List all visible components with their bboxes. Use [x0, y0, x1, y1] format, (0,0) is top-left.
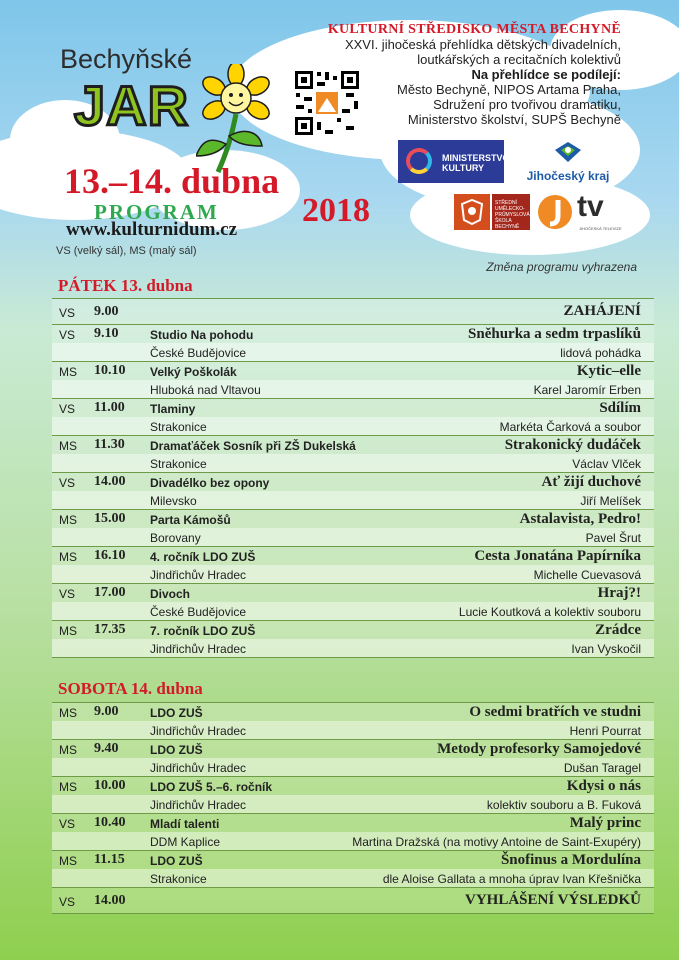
schedule-row — [52, 362, 654, 399]
performance-title: Strakonický dudáček — [504, 437, 641, 453]
ensemble-name: 4. ročník LDO ZUŠ — [150, 550, 256, 564]
ministry-circle-icon — [406, 148, 432, 174]
schedule-row — [52, 740, 654, 777]
flower-icon — [196, 64, 276, 174]
performance-title: Malý princ — [569, 815, 641, 831]
ensemble-city: Strakonice — [150, 457, 207, 471]
ensemble-city: Jindřichův Hradec — [150, 798, 247, 812]
hall-code: MS — [59, 780, 77, 794]
performance-author: Markéta Čarková a soubor — [499, 420, 641, 434]
performance-title: Metody profesorky Samojedové — [437, 741, 641, 757]
hall-code: VS — [59, 587, 76, 601]
schedule-row — [52, 814, 654, 851]
organizer-line: loutkářských a recitačních kolektivů — [417, 52, 621, 67]
ensemble-name: LDO ZUŠ — [150, 743, 203, 757]
ensemble-city: České Budějovice — [150, 346, 247, 360]
performance-time: 17.35 — [94, 622, 126, 637]
partners-heading: Na přehlídce se podílejí: — [471, 67, 621, 82]
performance-title: Sdílím — [599, 400, 641, 416]
performance-time: 9.00 — [94, 304, 119, 319]
ensemble-name: LDO ZUŠ — [150, 854, 203, 868]
ensemble-name: Divadélko bez opony — [150, 476, 270, 490]
saturday-heading-day: SOBOTA — [58, 679, 127, 698]
performance-time: 11.15 — [94, 852, 125, 867]
performance-time: 14.00 — [94, 893, 126, 908]
ensemble-name: Studio Na pohodu — [150, 328, 254, 342]
performance-time: 9.10 — [94, 326, 119, 341]
saturday-schedule — [52, 702, 654, 914]
performance-author: dle Aloise Gallata a mnoha úprav Ivan Křešnička — [382, 872, 641, 886]
performance-author: Lucie Koutková a kolektiv souboru — [458, 605, 641, 619]
ensemble-city: DDM Kaplice — [150, 835, 221, 849]
organizer-title: KULTURNÍ STŘEDISKO MĚSTA BECHYNĚ — [327, 22, 621, 37]
schedule-row — [52, 777, 654, 814]
friday-schedule — [52, 298, 654, 658]
performance-title: Kdysi o nás — [566, 778, 641, 794]
hall-code: MS — [59, 550, 77, 564]
hall-code: VS — [59, 895, 76, 909]
ensemble-name: LDO ZUŠ 5.–6. ročník — [150, 780, 273, 794]
performance-title: Sněhurka a sedm trpaslíků — [468, 326, 641, 342]
performance-author: Jiří Melíšek — [580, 494, 641, 508]
south-bohemian-region-logo — [520, 140, 616, 183]
ministry-of-culture-logo — [398, 140, 510, 183]
performance-time: 10.00 — [94, 778, 126, 793]
school-logo-text: STŘEDNÍ UMĚLECKO-PRŮMYSLOVÁ ŠKOLA BECHYNĚ — [492, 194, 530, 230]
ensemble-city: Hluboká nad Vltavou — [150, 383, 261, 397]
partners-line: Město Bechyně, NIPOS Artama Praha, — [397, 82, 621, 97]
event-dates: 13.–14. dubna — [64, 161, 280, 201]
friday-heading-date: 13. dubna — [120, 276, 193, 295]
schedule-row — [52, 888, 654, 914]
ministry-logo-line: MINISTERSTVO — [442, 153, 510, 163]
ensemble-name: 7. ročník LDO ZUŠ — [150, 624, 256, 638]
hall-code: VS — [59, 328, 76, 342]
performance-author: Václav Vlček — [572, 457, 641, 471]
schedule-row — [52, 510, 654, 547]
hall-code: MS — [59, 513, 77, 527]
performance-author: Henri Pourrat — [569, 724, 641, 738]
hall-code: MS — [59, 439, 77, 453]
organizer-block — [291, 22, 621, 127]
schedule-row — [52, 547, 654, 584]
schedule-row — [52, 325, 654, 362]
schedule-row — [52, 584, 654, 621]
hall-code: VS — [59, 306, 76, 320]
schedule-row — [52, 299, 654, 325]
ensemble-name: Velký Poškolák — [150, 365, 237, 379]
ensemble-name: Dramaťáček Sosník při ZŠ Dukelská — [150, 439, 356, 453]
ensemble-city: Borovany — [150, 531, 201, 545]
performance-title: Zrádce — [595, 622, 641, 638]
performance-author: Martina Dražská (na motivy Antoine de Saint-Exupéry) — [352, 835, 641, 849]
south-bohemian-tv-logo — [537, 190, 622, 239]
schedule-row — [52, 473, 654, 510]
performance-time: 15.00 — [94, 511, 126, 526]
logo-text-jar: JAR — [74, 74, 190, 137]
performance-time: 11.00 — [94, 400, 125, 415]
performance-author: Michelle Cuevasová — [533, 568, 641, 582]
hall-code: MS — [59, 854, 77, 868]
performance-title: Astalavista, Pedro! — [519, 511, 641, 527]
schedule-row — [52, 703, 654, 740]
schedule-row — [52, 851, 654, 888]
website-link[interactable]: www.kulturnidum.cz — [66, 219, 238, 240]
hall-code: MS — [59, 706, 77, 720]
friday-heading-day: PÁTEK — [58, 276, 117, 295]
hall-code: MS — [59, 365, 77, 379]
logo-text-top: Bechyňské — [60, 44, 193, 74]
organizer-line: XXVI. jihočeská přehlídka dětských divadelních, — [344, 37, 621, 52]
performance-title: VYHLÁŠENÍ VÝSLEDKŮ — [464, 892, 641, 908]
performance-time: 10.10 — [94, 363, 126, 378]
ensemble-city: Jindřichův Hradec — [150, 724, 247, 738]
region-label: Jihočeský kraj — [526, 169, 610, 183]
performance-title: Kytic–elle — [576, 363, 641, 379]
performance-title: O sedmi bratřích ve studni — [469, 704, 641, 720]
performance-time: 11.30 — [94, 437, 125, 452]
performance-author: lidová pohádka — [560, 346, 641, 360]
performance-title: ZAHÁJENÍ — [563, 303, 641, 319]
hall-code: VS — [59, 402, 76, 416]
ensemble-city: České Budějovice — [150, 605, 247, 619]
schedule-row — [52, 399, 654, 436]
partners-line: Sdružení pro tvořivou dramatiku, — [433, 97, 621, 112]
hall-code: MS — [59, 743, 77, 757]
ensemble-name: Mladí talenti — [150, 817, 220, 831]
performance-author: Ivan Vyskočil — [571, 642, 641, 656]
partners-line: Ministerstvo školství, SUPŠ Bechyně — [407, 112, 621, 127]
ensemble-city: Strakonice — [150, 420, 207, 434]
performance-time: 16.10 — [94, 548, 126, 563]
ensemble-city: Milevsko — [150, 494, 197, 508]
performance-title: Hraj?! — [597, 585, 641, 601]
ensemble-name: Divoch — [150, 587, 191, 601]
performance-author: Karel Jaromír Erben — [533, 383, 641, 397]
tv-logo-sub: JIHOČESKÁ TELEVIZE — [579, 226, 622, 231]
performance-time: 9.00 — [94, 704, 119, 719]
ensemble-city: Jindřichův Hradec — [150, 568, 247, 582]
hall-code: VS — [59, 817, 76, 831]
program-label: PROGRAM — [94, 200, 219, 224]
performance-time: 10.40 — [94, 815, 126, 830]
ensemble-city: Strakonice — [150, 872, 207, 886]
performance-author: Dušan Taragel — [563, 761, 641, 775]
performance-title: Ať žijí duchové — [541, 474, 641, 490]
hall-code: MS — [59, 624, 77, 638]
performance-time: 17.00 — [94, 585, 126, 600]
schedule-row — [52, 436, 654, 473]
performance-title: Cesta Jonatána Papírníka — [474, 548, 641, 564]
ensemble-city: Jindřichův Hradec — [150, 642, 247, 656]
hall-code: VS — [59, 476, 76, 490]
ensemble-name: Parta Kámošů — [150, 513, 231, 527]
friday-heading — [58, 276, 193, 296]
ensemble-name: LDO ZUŠ — [150, 706, 203, 720]
performance-time: 14.00 — [94, 474, 126, 489]
ensemble-city: Jindřichův Hradec — [150, 761, 247, 775]
performance-time: 9.40 — [94, 741, 119, 756]
event-year: 2018 — [302, 192, 370, 229]
performance-title: Šnofinus a Mordulína — [500, 852, 641, 868]
performance-author: Pavel Šrut — [585, 531, 641, 545]
performance-author: kolektiv souboru a B. Fuková — [486, 798, 641, 812]
ensemble-name: Tlaminy — [150, 402, 196, 416]
schedule-row — [52, 621, 654, 658]
halls-legend: VS (velký sál), MS (malý sál) — [56, 245, 197, 257]
ministry-logo-line: KULTURY — [442, 163, 484, 173]
program-change-note: Změna programu vyhrazena — [486, 260, 637, 274]
tv-logo-label: tv — [577, 190, 604, 223]
region-emblem-icon — [553, 140, 583, 164]
saturday-heading-date: 14. dubna — [130, 679, 203, 698]
school-emblem-icon — [454, 194, 490, 230]
saturday-heading — [58, 679, 203, 699]
